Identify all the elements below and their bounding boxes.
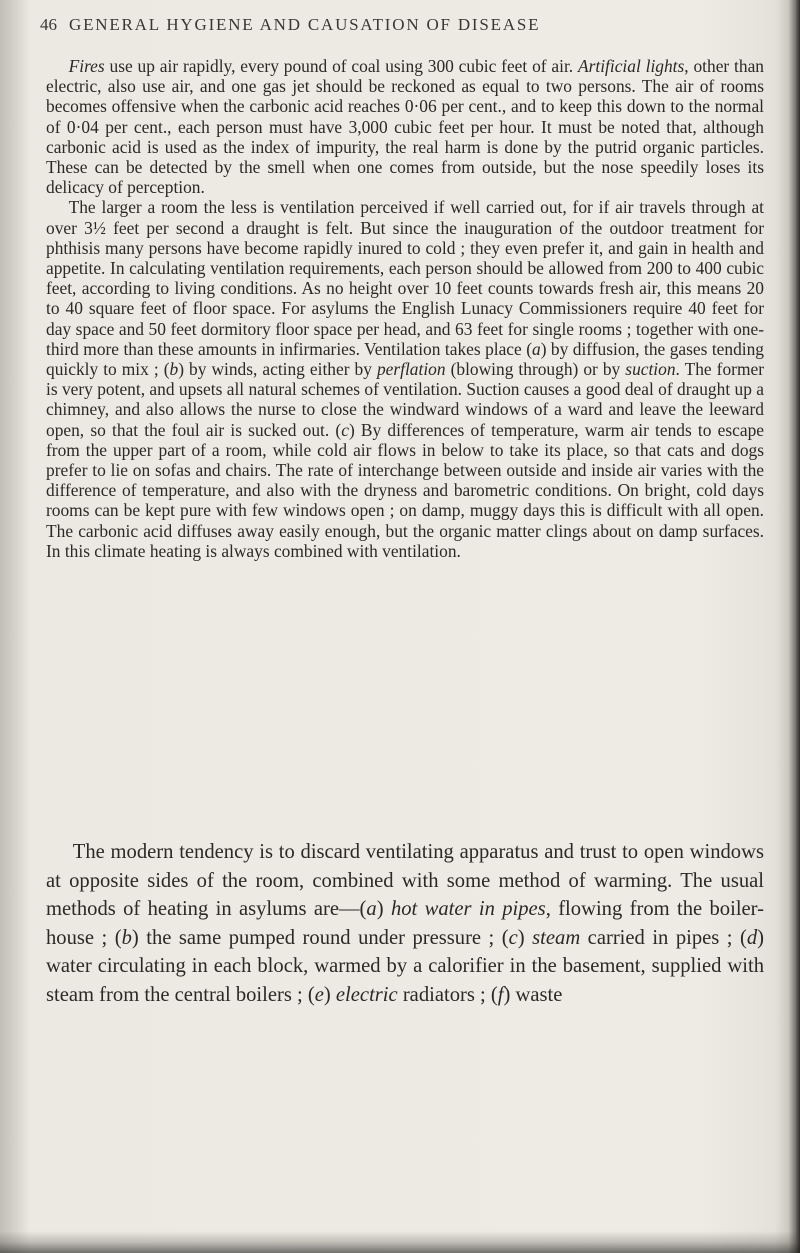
left-margin-shadow (0, 0, 30, 1253)
list-letter: d (746, 926, 758, 949)
text-run: radiators ; ( (397, 983, 498, 1006)
body-text-small (46, 56, 764, 561)
text-run: The modern tendency is to discard ventilating apparatus and trust to open windows at opposite sides of the room, combined with some method of warming. The usual methods of heating in asylums are—( (46, 841, 764, 921)
italic-perflation: perflation (376, 359, 446, 380)
text-run: ) the same pumped round under pressure ; ( (131, 926, 509, 949)
text-run: ) water circulating in each block, warmed by a calorifier in the basement, supplied with steam from the central boilers ; ( (46, 926, 765, 1006)
text-run: The larger a room the less is ventilation perceived if well carried out, for if air travels through at over 3½ feet per second a draught is felt. But since the inauguration of the outdoor treatment for phthisis many persons have become rapidly inured to cold ; they even prefer it, and gain in health and appetite. In calculating ventilation requirements, each person should be allowed from 200 to 400 cubic feet, according to living conditions. As no height over 10 feet counts towards fresh air, this means 20 to 40 square feet of floor space. For asylums the English Lunacy Commissioners require 40 feet for day space and 50 feet dormitory floor space per head, and 63 feet for single rooms ; together with one-third more than these amounts in infirmaries. Ventilation takes place ( (46, 197, 764, 359)
list-letter: b (169, 359, 179, 380)
paragraph-ventilation (46, 197, 764, 561)
bottom-edge-shadow (0, 1231, 800, 1253)
list-letter: b (121, 926, 132, 949)
page-number: 46 (40, 15, 57, 34)
list-letter: c (508, 926, 518, 949)
text-run: ) by diffusion, the gases tending quickly to mix ; ( (46, 338, 764, 380)
italic-artificial-lights: Artificial lights (577, 56, 685, 76)
text-run: , flowing from the boiler-house ; ( (46, 898, 764, 949)
italic-steam: steam (532, 926, 581, 949)
list-letter: e (314, 983, 324, 1006)
text-run: carried in pipes ; ( (580, 926, 747, 949)
italic-fires: Fires (68, 56, 105, 76)
text-run: . The former is very potent, and upsets all natural schemes of ventilation. Suction causes a good deal of draught up a chimney, and also allows the nurse to close the windward windows of a ward and leave the leeward open, so that the foul air is sucked out. ( (46, 359, 764, 440)
text-run: ) waste (503, 983, 563, 1006)
italic-electric: electric (335, 983, 398, 1006)
paragraph-heating (46, 838, 764, 1010)
italic-suction: suction (625, 359, 676, 380)
list-letter: a (366, 898, 377, 921)
page-edge-shadow (788, 0, 800, 1253)
running-title: GENERAL HYGIENE AND CAUSATION OF DISEASE (69, 15, 541, 34)
text-run: (blowing through) or by (445, 359, 626, 380)
text-run: , other than electric, also use air, and one gas jet should be reckoned as equal to two persons. The air of rooms becomes offensive when the carbonic acid reaches 0·06 per cent., and to keep this down to the normal of 0·04 per cent., each person must have 3,000 cubic feet per hour. It must be noted that, although carbonic acid is used as the index of impurity, the real harm is done by the putrid organic particles. These can be detected by the smell when one comes from outside, but the nose speedily loses its delicacy of perception. (46, 56, 764, 198)
text-run: ) (376, 898, 391, 921)
list-letter: c (341, 419, 349, 440)
text-run: ) (517, 926, 533, 949)
text-run: use up air rapidly, every pound of coal using 300 cubic feet of air. (104, 56, 578, 76)
body-text-large (46, 838, 764, 1010)
italic-hot-water-in-pipes: hot water in pipes (390, 898, 546, 921)
paragraph-fires (46, 56, 764, 197)
list-letter: f (497, 983, 504, 1006)
list-letter: a (531, 338, 541, 359)
running-header (40, 15, 540, 35)
text-run: ) (323, 983, 336, 1006)
text-run: ) By differences of temperature, warm air tends to escape from the upper part of a room, while cold air flows in below to take its place, so that cats and dogs prefer to lie on sofas and chairs. The rate of interchange between outside and inside air varies with the difference of temperature, and also with the dryness and barometric conditions. On bright, cold days rooms can be kept pure with few windows open ; on damp, muggy days this is difficult with all open. The carbonic acid diffuses away easily enough, but the organic matter clings about on damp surfaces. In this climate heating is always combined with ventilation. (46, 419, 764, 561)
text-run: ) by winds, acting either by (178, 359, 377, 380)
